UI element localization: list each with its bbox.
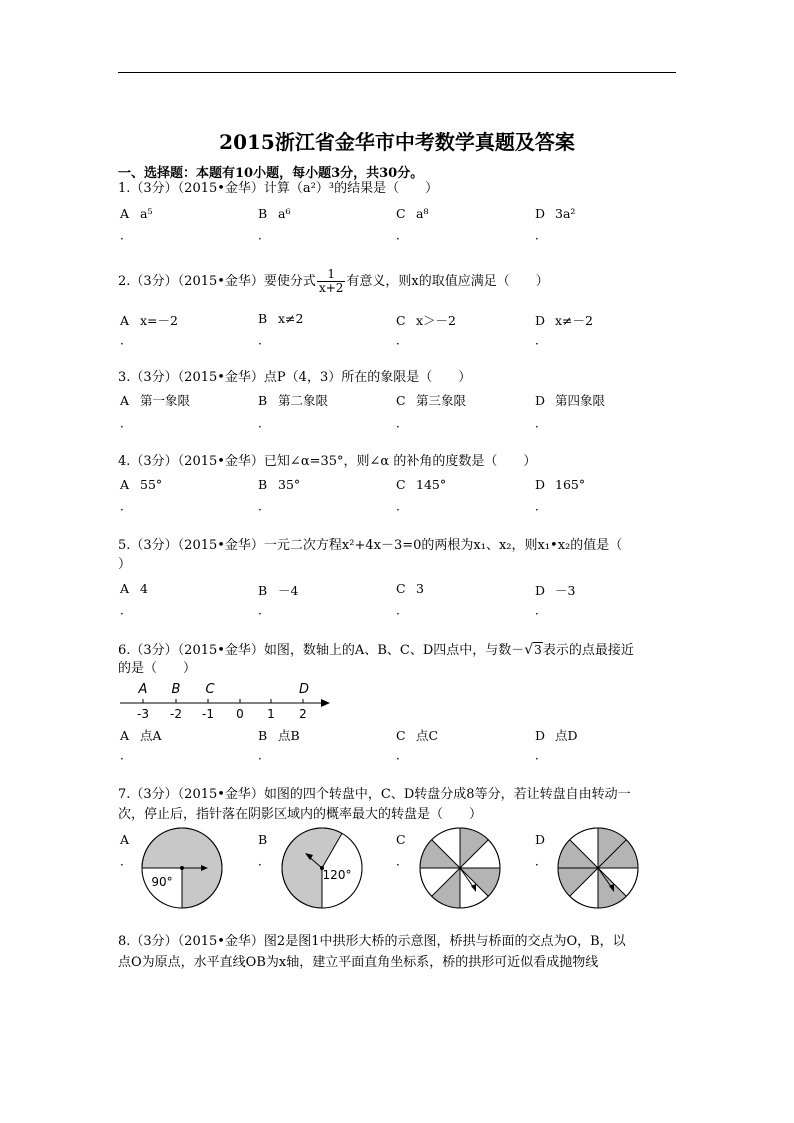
question-7-text-line2: 次，停止后，指针落在阴影区域内的概率最大的转盘是（ ）	[118, 807, 483, 822]
spinner-b	[280, 826, 364, 910]
page-title: 2015浙江省金华市中考数学真题及答案	[219, 130, 575, 154]
spinner-d	[556, 826, 640, 910]
tick-label: -3	[137, 707, 149, 721]
option-dot: ．	[396, 603, 409, 617]
option-dot: ．	[120, 854, 133, 868]
option-dot: ．	[396, 228, 409, 242]
option-a: A 第一象限	[120, 393, 191, 408]
arrow-right-icon	[321, 699, 330, 707]
question-3-text: 3.（3分）（2015•金华）点P（4，3）所在的象限是（ ）	[118, 370, 472, 385]
option-dot: ．	[120, 228, 133, 242]
option-a: A a⁵	[120, 206, 153, 221]
option-d: D 3a²	[535, 206, 576, 221]
fraction: $\frac{1}{x+2}$	[318, 267, 344, 295]
option-c: C 第三象限	[396, 393, 467, 408]
question-5-text-line2: ）	[118, 557, 132, 572]
option-dot: ．	[535, 854, 548, 868]
point-label-b: B	[171, 682, 181, 697]
option-dot: ．	[535, 748, 548, 762]
option-dot: ．	[535, 333, 548, 347]
option-b: B 第二象限	[258, 393, 329, 408]
option-d-letter: D	[535, 832, 546, 847]
tick-label: 0	[236, 707, 244, 721]
option-dot: ．	[120, 748, 133, 762]
option-c: C x＞－2	[396, 313, 457, 328]
option-c-letter: C	[396, 832, 406, 847]
angle-label: 90°	[151, 875, 173, 889]
option-d: D 165°	[535, 477, 586, 492]
option-dot: ．	[535, 228, 548, 242]
option-dot: ．	[396, 748, 409, 762]
question-6-text-line2: 的是（ ）	[118, 661, 197, 676]
number-line-figure	[118, 680, 338, 722]
option-c: C 点C	[396, 728, 439, 743]
option-dot: ．	[258, 228, 271, 242]
question-1-text: 1.（3分）（2015•金华）计算（a²）³的结果是（ ）	[118, 181, 439, 196]
option-a: A 4	[120, 581, 148, 596]
option-d: D 点D	[535, 728, 578, 743]
option-b: B 35°	[258, 477, 301, 492]
option-c: C a⁸	[396, 206, 429, 221]
option-dot: ．	[535, 416, 548, 430]
option-d: D x≠－2	[535, 313, 593, 328]
option-dot: ．	[120, 333, 133, 347]
question-4-text: 4.（3分）（2015•金华）已知∠α=35°，则∠α 的补角的度数是（ ）	[118, 454, 537, 469]
question-2-text: 2.（3分）（2015•金华）要使分式 $\frac{1}{x+2}$ 有意义，则x的取值应满足（ ）	[118, 267, 549, 295]
option-a-letter: A	[120, 832, 130, 847]
option-dot: ．	[258, 854, 271, 868]
option-dot: ．	[120, 499, 133, 513]
option-b-letter: B	[258, 832, 268, 847]
option-dot: ．	[120, 603, 133, 617]
header-rule	[118, 72, 676, 73]
tick-label: -1	[202, 707, 214, 721]
option-dot: ．	[258, 333, 271, 347]
angle-label: 120°	[322, 868, 352, 882]
question-6-text: 6.（3分）（2015•金华）如图，数轴上的A、B、C、D四点中，与数－√3表示的点最接近	[118, 642, 634, 658]
option-dot: ．	[258, 416, 271, 430]
point-label-d: D	[298, 682, 310, 697]
tick-label: 2	[299, 707, 307, 721]
option-d: D 第四象限	[535, 393, 606, 408]
option-d: D －3	[535, 583, 576, 598]
spinner-c	[418, 826, 502, 910]
spinner-center	[180, 866, 184, 870]
option-dot: ．	[258, 499, 271, 513]
option-a: A 55°	[120, 477, 163, 492]
option-b: B －4	[258, 583, 299, 598]
question-8-text: 8.（3分）（2015•金华）图2是图1中拱形大桥的示意图，桥拱与桥面的交点为O，B，以	[118, 934, 626, 949]
option-dot: ．	[396, 499, 409, 513]
spinner-a	[140, 826, 224, 910]
option-dot: ．	[535, 499, 548, 513]
question-8-text-line2: 点O为原点，水平直线OB为x轴，建立平面直角坐标系，桥的拱形可近似看成抛物线	[118, 955, 599, 970]
option-b: B a⁶	[258, 206, 291, 221]
question-5-text: 5.（3分）（2015•金华）一元二次方程x²+4x－3=0的两根为x₁、x₂，则x₁•x₂的值是（	[118, 538, 623, 553]
option-c: C 145°	[396, 477, 447, 492]
option-dot: ．	[396, 854, 409, 868]
question-7-text: 7.（3分）（2015•金华）如图的四个转盘中，C、D转盘分成8等分，若让转盘自由转动一	[118, 787, 631, 802]
option-dot: ．	[396, 416, 409, 430]
option-a: A x=－2	[120, 313, 178, 328]
option-a: A 点A	[120, 728, 162, 743]
option-c: C 3	[396, 581, 424, 596]
option-dot: ．	[258, 603, 271, 617]
option-b: B x≠2	[258, 311, 304, 326]
option-b: B 点B	[258, 728, 300, 743]
option-dot: ．	[258, 748, 271, 762]
square-root: √3	[524, 642, 542, 658]
option-dot: ．	[120, 416, 133, 430]
section-heading: 一、选择题：本题有10小题，每小题3分，共30分。	[118, 166, 424, 181]
point-label-a: A	[138, 682, 148, 697]
tick-label: 1	[267, 707, 275, 721]
tick-label: -2	[170, 707, 182, 721]
point-label-c: C	[205, 682, 215, 697]
option-dot: ．	[396, 333, 409, 347]
option-dot: ．	[535, 603, 548, 617]
